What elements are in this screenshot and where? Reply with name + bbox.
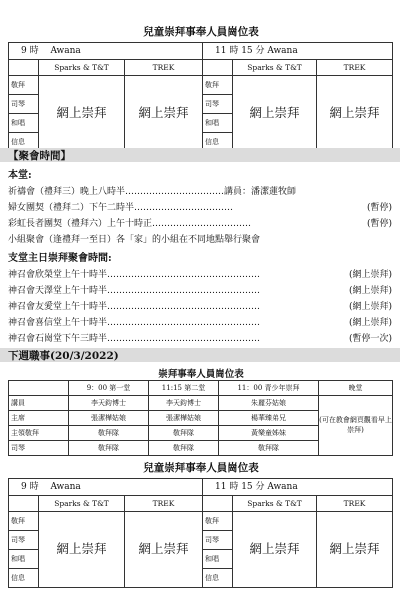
schedule-cell: 黃樂童姊妹 xyxy=(219,426,319,441)
main-hall-heading: 本堂: xyxy=(8,170,32,181)
online-worship-cell: 網上崇拜 xyxy=(233,76,317,152)
col-header xyxy=(9,381,69,396)
schedule-cell: 敬拜隊 xyxy=(219,441,319,456)
roster-top-table xyxy=(8,42,393,152)
role-label: 和唱 xyxy=(203,114,233,133)
online-worship-cell: 網上崇拜 xyxy=(125,512,203,588)
meetings-heading: 【聚會時間】 xyxy=(8,150,71,162)
meeting-line xyxy=(8,232,394,245)
row-label: 主席 xyxy=(9,411,69,426)
branch-line xyxy=(8,267,394,280)
role-label: 信息 xyxy=(203,133,233,152)
schedule-cell: 楊華臻弟兄 xyxy=(219,411,319,426)
branch-line xyxy=(8,331,394,344)
meeting-line xyxy=(8,216,394,229)
schedule-cell: 李天鈞博士 xyxy=(69,396,149,411)
branch-text: 神召會石崗堂下午三時半…………………………………………… xyxy=(8,334,261,344)
branch-text: 神召會喜信堂上午十時半…………………………………………… xyxy=(8,318,261,328)
roster-top-title: 兒童崇拜事奉人員崗位表 xyxy=(143,26,259,38)
schedule-cell: 張潔樺姑娘 xyxy=(149,411,219,426)
schedule-cell: 敬拜隊 xyxy=(149,441,219,456)
col-trek: TREK xyxy=(317,60,393,76)
next-week-heading: 下週職事(20/3/2022) xyxy=(8,350,119,362)
role-label: 信息 xyxy=(9,133,39,152)
branch-status: (網上崇拜) xyxy=(348,318,392,328)
role-label: 和唱 xyxy=(9,114,39,133)
branch-status: (網上崇拜) xyxy=(348,270,392,280)
online-worship-cell: 網上崇拜 xyxy=(317,512,393,588)
col-sparks: Sparks & T&T xyxy=(39,496,125,512)
col-sparks: Sparks & T&T xyxy=(39,60,125,76)
role-label: 司琴 xyxy=(203,531,233,550)
roster-bottom-right-header: 11 時 15 分 Awana xyxy=(203,479,393,496)
role-label: 信息 xyxy=(9,569,39,588)
role-label: 敬拜 xyxy=(9,76,39,95)
col-trek: TREK xyxy=(317,496,393,512)
next-week-table-title: 崇拜事奉人員崗位表 xyxy=(158,369,244,380)
branch-line xyxy=(8,299,394,312)
schedule-cell: 敬拜隊 xyxy=(149,426,219,441)
roster-bottom-left-header: 9 時 Awana xyxy=(9,479,203,496)
roster-top-right-header: 11 時 15 分 Awana xyxy=(203,43,393,60)
roster-bottom-title: 兒童崇拜事奉人員崗位表 xyxy=(143,462,259,474)
col-trek: TREK xyxy=(125,60,203,76)
meeting-text: 小組聚會（逢禮拜一至日）各「家」的小組在不同地點舉行聚會 xyxy=(8,235,261,245)
role-label: 敬拜 xyxy=(9,512,39,531)
branch-status: (暫停一次) xyxy=(348,334,392,344)
meeting-status: (暫停) xyxy=(366,219,392,229)
online-worship-cell: 網上崇拜 xyxy=(125,76,203,152)
row-label: 講員 xyxy=(9,396,69,411)
role-label: 司琴 xyxy=(9,95,39,114)
branch-text: 神召會天澤堂上午十時半…………………………………………… xyxy=(8,286,261,296)
schedule-cell: 敬拜隊 xyxy=(69,426,149,441)
schedule-cell: 李天鈞博士 xyxy=(149,396,219,411)
branch-text: 神召會友愛堂上午十時半…………………………………………… xyxy=(8,302,261,312)
branch-line xyxy=(8,283,394,296)
branch-heading: 支堂主日崇拜聚會時間: xyxy=(8,253,112,264)
role-label: 司琴 xyxy=(9,531,39,550)
col-header: 9：00 第一堂 xyxy=(69,381,149,396)
online-worship-cell: 網上崇拜 xyxy=(233,512,317,588)
col-trek: TREK xyxy=(125,496,203,512)
roster-top-left-header: 9 時 Awana xyxy=(9,43,203,60)
meeting-text: 祈禱會（禮拜三）晚上八時半……………………………講員：潘潔蓮牧師 xyxy=(8,187,297,197)
schedule-cell: 敬拜隊 xyxy=(69,441,149,456)
meeting-line xyxy=(8,200,394,213)
col-header: 11:15 第二堂 xyxy=(149,381,219,396)
meeting-text: 彩虹長者團契（禮拜六）上午十時正…………………………… xyxy=(8,219,252,229)
branch-text: 神召會欣榮堂上午十時半…………………………………………… xyxy=(8,270,261,280)
role-label: 和唱 xyxy=(9,550,39,569)
col-sparks: Sparks & T&T xyxy=(233,60,317,76)
online-worship-cell: 網上崇拜 xyxy=(39,512,125,588)
role-label: 敬拜 xyxy=(203,512,233,531)
schedule-cell: 張潔樺姑娘 xyxy=(69,411,149,426)
evening-note: (可在教會網頁觀看早上崇拜) xyxy=(319,396,393,456)
online-worship-cell: 網上崇拜 xyxy=(39,76,125,152)
col-sparks: Sparks & T&T xyxy=(233,496,317,512)
meeting-text: 婦女團契（禮拜二）下午二時半…………………………… xyxy=(8,203,234,213)
roster-bottom-table xyxy=(8,478,393,588)
col-header: 晚堂 xyxy=(319,381,393,396)
branch-line xyxy=(8,315,394,328)
role-label: 敬拜 xyxy=(203,76,233,95)
meeting-line xyxy=(8,184,394,197)
schedule-cell: 朱麗芬姑娘 xyxy=(219,396,319,411)
branch-status: (網上崇拜) xyxy=(348,302,392,312)
online-worship-cell: 網上崇拜 xyxy=(317,76,393,152)
row-label: 主領敬拜 xyxy=(9,426,69,441)
next-week-table xyxy=(8,380,393,456)
row-label: 司琴 xyxy=(9,441,69,456)
meeting-status: (暫停) xyxy=(366,203,392,213)
role-label: 司琴 xyxy=(203,95,233,114)
col-header: 11：00 青少年崇拜 xyxy=(219,381,319,396)
role-label: 信息 xyxy=(203,569,233,588)
role-label: 和唱 xyxy=(203,550,233,569)
branch-status: (網上崇拜) xyxy=(348,286,392,296)
